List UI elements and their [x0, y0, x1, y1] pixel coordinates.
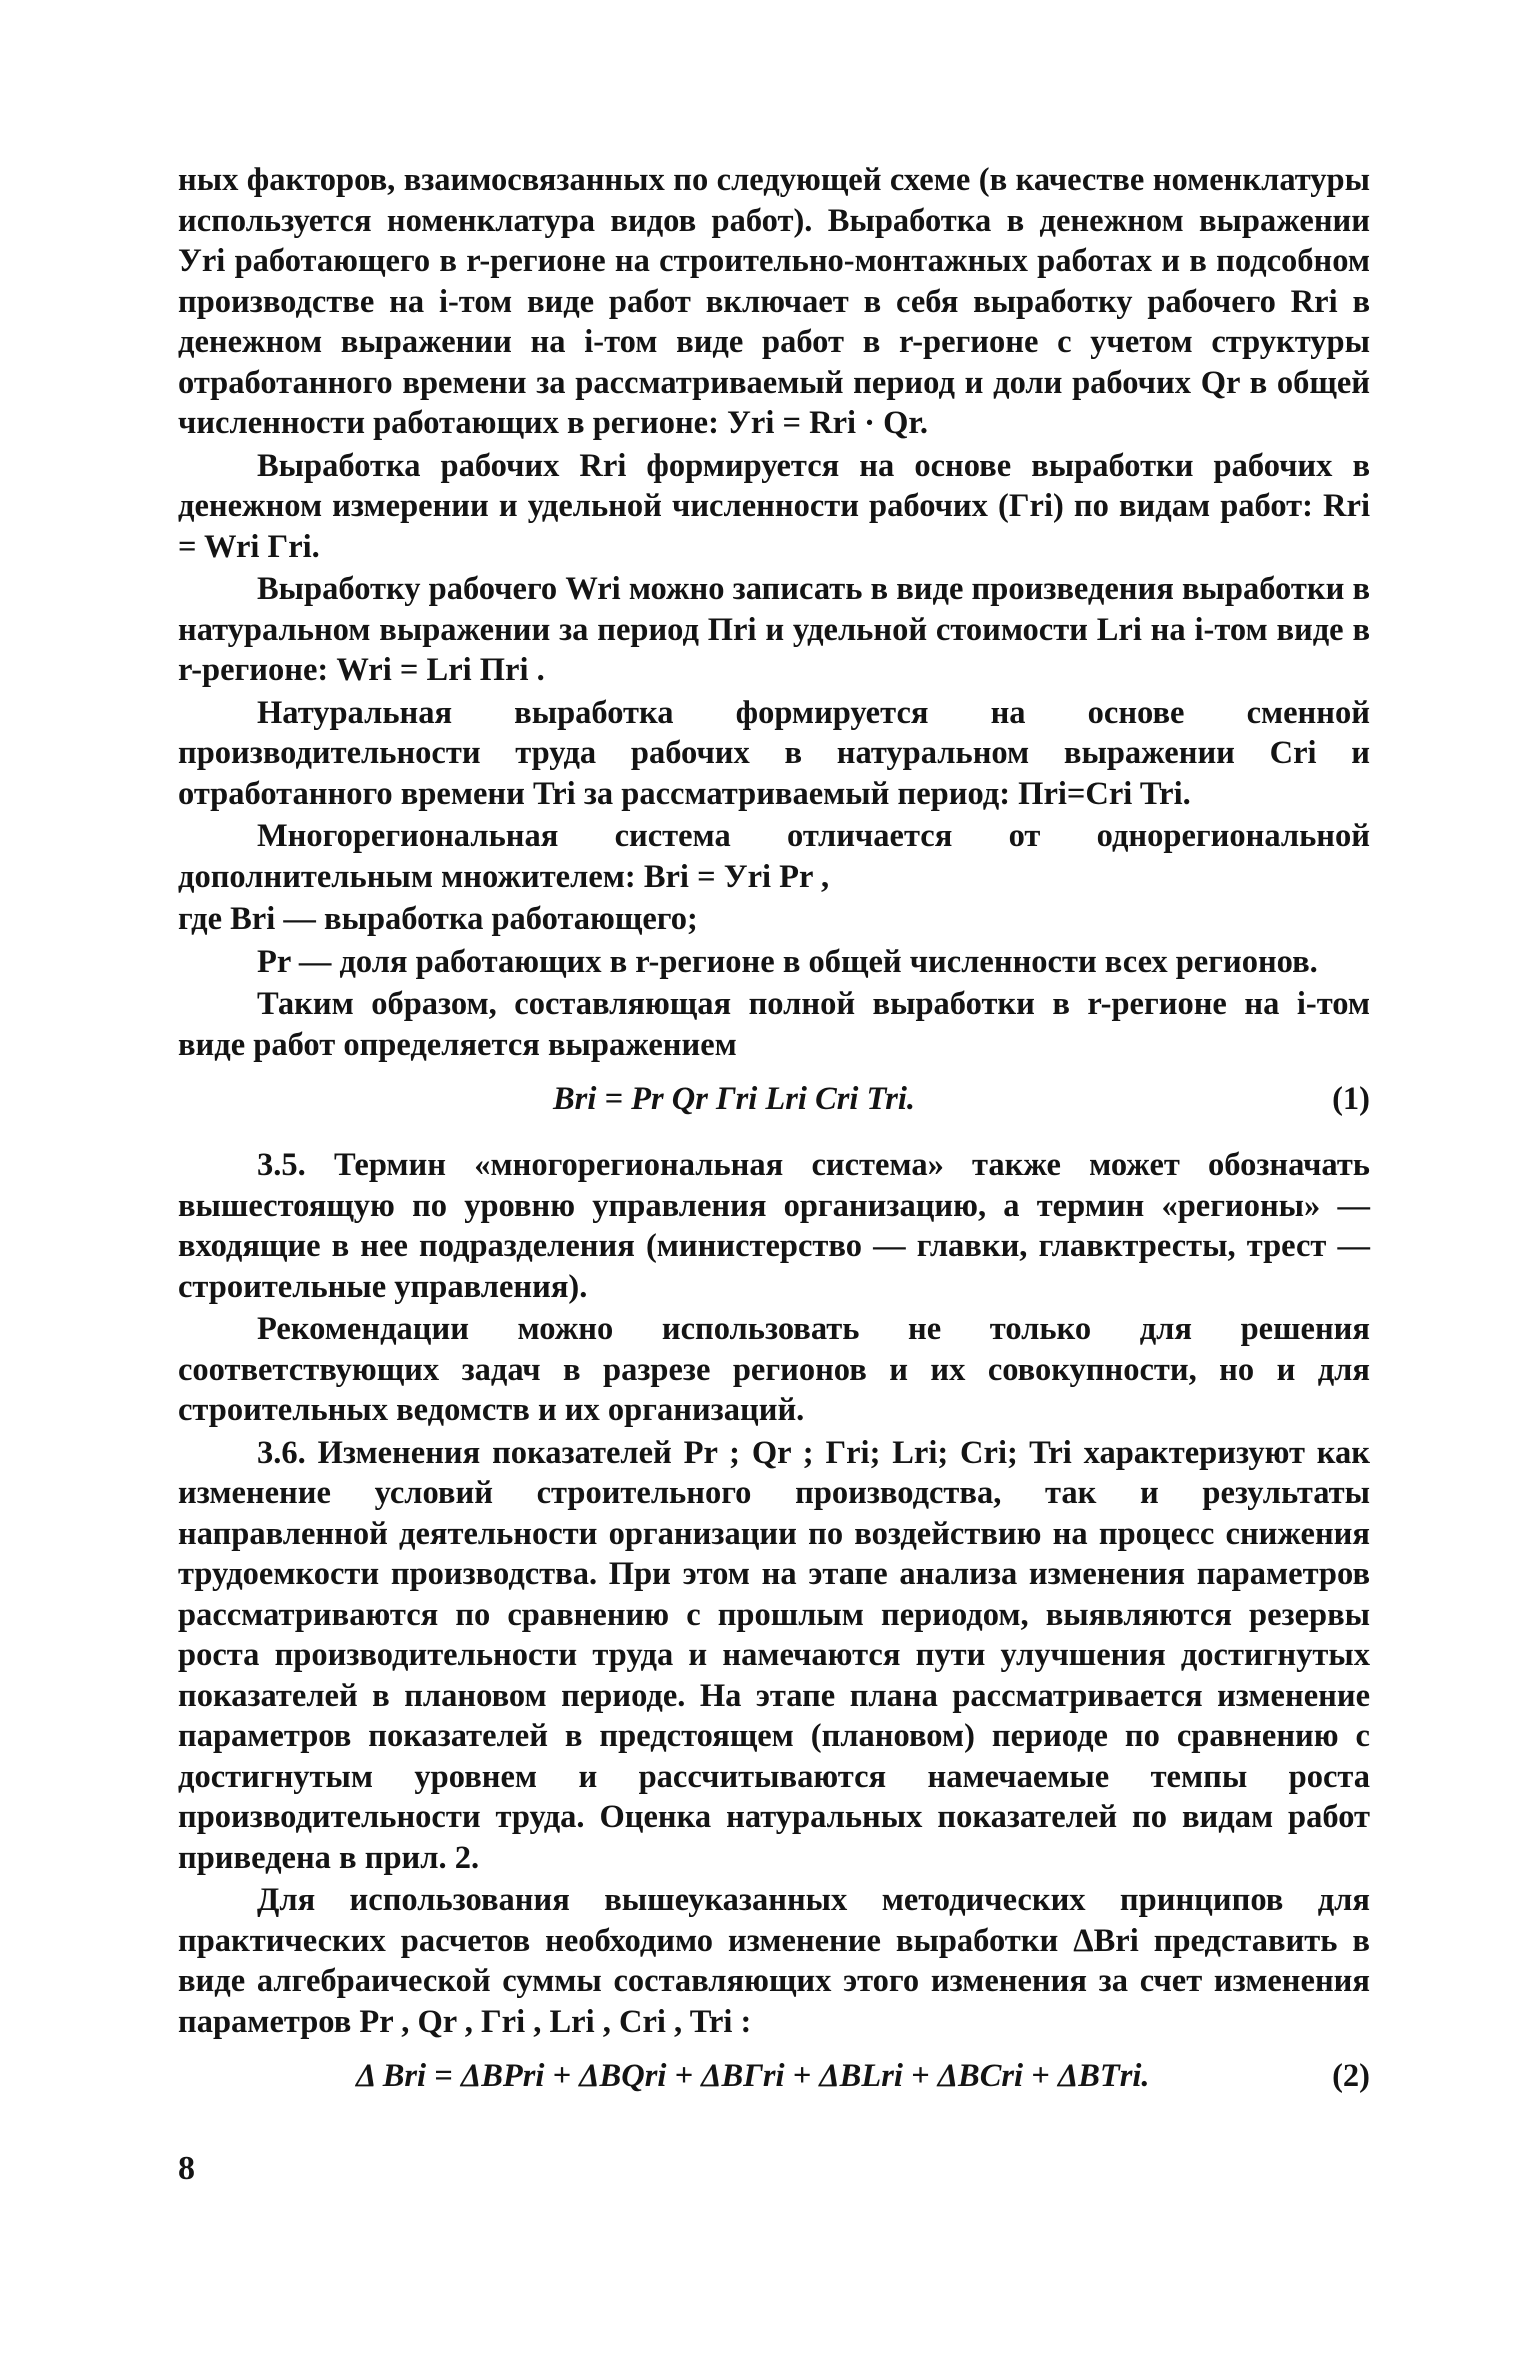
document-page — [178, 160, 1370, 2122]
paragraph-3: Выработку рабочего Wri можно записать в виде произведения выработки в натуральном выражении за период Пri и удельной стоимости Lri на i-том виде в r-регионе: Wri = Lri Пri . — [178, 571, 1370, 688]
paragraph-recommendations: Рекомендации можно использовать не только для решения соответствующих задач в разрезе регионов и их совокупности, но и для строительных ведомств и их организаций. — [178, 1311, 1370, 1428]
page-number: 8 — [178, 2150, 195, 2187]
paragraph-4: Натуральная выработка формируется на основе сменной производительности труда рабочих в натуральном выражении Cri и отработанного времени Tri за рассматриваемый период: Пri=Cri Tri. — [178, 694, 1370, 812]
formula-1 — [178, 1079, 1370, 1127]
paragraph-6: Таким образом, составляющая полной выработки в r-регионе на i-том виде работ определяется выражением — [178, 986, 1370, 1063]
paragraph-3-6: 3.6. Изменения показателей Pr ; Qr ; Гri; Lri; Cri; Tri характеризуют как изменение условий строительного производства, так и результаты направленной деятельности организации по воздействию на процесс снижения трудоемкости производства. При этом на этапе анализа изменения параметров рассматриваются по сравнению с прошлым периодом, выявляются резервы роста производительности труда и намечаются пути улучшения достигнутых показателей в плановом периоде. На этапе плана рассматривается изменение параметров показателей в предстоящем (плановом) периоде по сравнению с достигнутым уровнем и рассчитываются намечаемые темпы роста производительности труда. Оценка натуральных показателей по видам работ приведена в прил. 2. — [178, 1434, 1370, 1876]
formula-1-number: (1) — [1332, 1081, 1370, 1117]
paragraph-usage: Для использования вышеуказанных методических принципов для практических расчетов необходимо изменение выработки ΔBri представить в виде алгебраической суммы составляющих этого изменения за счет изменения параметров Pr , Qr , Гri , Lri , Cri , Tri : — [178, 1882, 1370, 2040]
paragraph-5: Многорегиональная система отличается от однорегиональной дополнительным множителем: Bri = Уri Pr , — [178, 818, 1370, 895]
paragraph-3-5: 3.5. Термин «многорегиональная система» также может обозначать вышестоящую по уровню управления организацию, а термин «регионы» — входящие в нее подразделения (министерство — главки, главктресты, трест — строительные управления). — [178, 1147, 1370, 1305]
paragraph-2: Выработка рабочих Rri формируется на основе выработки рабочих в денежном измерении и удельной численности рабочих (Гri) по видам работ: Rri = Wri Гri. — [178, 447, 1370, 565]
formula-2-number: (2) — [1332, 2058, 1370, 2094]
formula-2-expression: Δ Bri = ΔBPri + ΔBQri + ΔBГri + ΔBLri + ΔBCri + ΔBТri. — [356, 2058, 1150, 2094]
formula-2 — [178, 2056, 1370, 2104]
formula-1-expression: Bri = Pr Qr Гri Lri Cri Tri. — [553, 1081, 916, 1117]
where-line: где Bri — выработка работающего; — [178, 901, 698, 937]
where-definition: Pr — доля работающих в r-регионе в общей численности всех регионов. — [257, 943, 1318, 980]
paragraph-1: ных факторов, взаимосвязанных по следующей схеме (в качестве номенклатуры используется номенклатура видов работ). Выработка в денежном выражении Уri работающего в r-регионе на строительно-монтажных работах и в подсобном производстве на i-том виде работ включает в себя выработку рабочего Rri в денежном выражении на i-том виде работ в r-регионе с учетом структуры отработанного времени за рассматриваемый период и доли рабочих Qr в общей численности работающих в регионе: Уri = Rri · Qr. — [178, 162, 1370, 441]
